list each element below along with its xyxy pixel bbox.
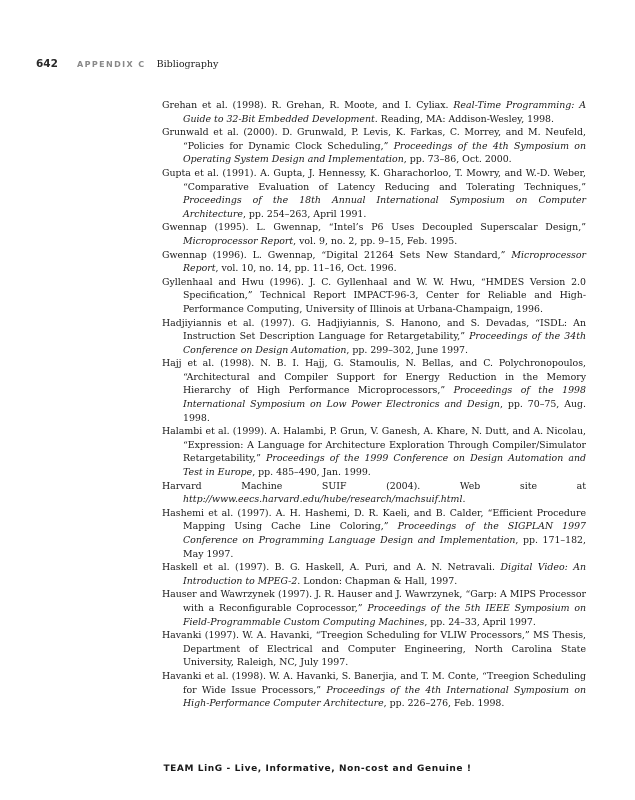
reference-entry: Gwennap (1995). L. Gwennap, “Intel’s P6 Uses Decoupled Superscalar Design,” Microprocessor Report, vol. 9, no. 2, pp. 9–15, Feb. 1995.	[162, 222, 586, 247]
reference-entry: Gyllenhaal and Hwu (1996). J. C. Gyllenhaal and W. W. Hwu, “HMDES Version 2.0 Specification,” Technical Report IMPACT-96-3, Center for Reliable and High-Performance Computing, University of Illinois at Urbana-Champaign, 1996.	[162, 276, 586, 315]
reference-entry: Havanki et al. (1998). W. A. Havanki, S. Banerjia, and T. M. Conte, “Treegion Scheduling for Wide Issue Processors,” Proceedings of the 4th International Symposium on High-Performance Computer Architecture, pp. 226–276, Feb. 1998.	[162, 670, 586, 710]
reference-entry: Grunwald et al. (2000). D. Grunwald, P. Levis, K. Farkas, C. Morrey, and M. Neufeld, “Policies for Dynamic Clock Scheduling,” Proceedings of the 4th Symposium on Operating System Design and Implementation, pp. 73–86, Oct. 2000.	[162, 127, 586, 166]
reference-entry: Halambi et al. (1999). A. Halambi, P. Grun, V. Ganesh, A. Khare, N. Dutt, and A. Nicolau, “Expression: A Language for Architecture Exploration Through Compiler/Simulator Retargetability,” Proceedings of the 1999 Conference on Design Automation and Test in Europe, pp. 485–490, Jan. 1999.	[162, 426, 586, 479]
running-header	[36, 52, 219, 70]
footer-watermark: TEAM LinG - Live, Informative, Non-cost and Genuine !	[163, 764, 472, 774]
reference-entry: Hauser and Wawrzynek (1997). J. R. Hauser and J. Wawrzynek, “Garp: A MIPS Processor with a Reconfigurable Coprocessor,” Proceedings of the 5th IEEE Symposium on Field-Programmable Custom Computing Machines, pp. 24–33, April 1997.	[162, 589, 587, 628]
reference-entry: Hadjiyiannis et al. (1997). G. Hadjiyiannis, S. Hanono, and S. Devadas, “ISDL: An Instruction Set Description Language for Retargetability,” Proceedings of the 34th Conference on Design Automation, pp. 299–302, June 1997.	[162, 317, 586, 356]
bibliography-list	[162, 99, 586, 711]
reference-url[interactable]: http://www.eecs.harvard.edu/hube/research/machsuif.html	[183, 494, 463, 506]
reference-entry: Haskell et al. (1997). B. G. Haskell, A. Puri, and A. N. Netravali. Digital Video: An Introduction to MPEG-2. London: Chapman & Hall, 1997.	[162, 562, 587, 587]
reference-entry: Havanki (1997). W. A. Havanki, “Treegion Scheduling for VLIW Processors,” MS Thesis, Department of Electrical and Computer Engineering, North Carolina State University, Raleigh, NC, July 1997.	[162, 630, 586, 669]
reference-entry: Grehan et al. (1998). R. Grehan, R. Moote, and I. Cyliax. Real-Time Programming: A Guide to 32-Bit Embedded Development. Reading, MA: Addison-Wesley, 1998.	[162, 100, 586, 125]
reference-entry: Gwennap (1996). L. Gwennap, “Digital 21264 Sets New Standard,” Microprocessor Report, vol. 10, no. 14, pp. 11–16, Oct. 1996.	[162, 249, 586, 275]
page-number: 642	[36, 58, 58, 70]
section-title: Bibliography	[156, 59, 219, 70]
reference-entry: Harvard Machine SUIF (2004). Web site at http://www.eecs.harvard.edu/hube/research/machsuif.html.	[162, 480, 586, 506]
reference-entry: Gupta et al. (1991). A. Gupta, J. Hennessy, K. Gharachorloo, T. Mowry, and W.-D. Weber, “Comparative Evaluation of Latency Reducing and Tolerating Techniques,” Proceedings of the 18th Annual International Symposium on Computer Architecture, pp. 254–263, April 1991.	[162, 167, 586, 220]
appendix-label: APPENDIX C	[77, 60, 146, 69]
reference-entry: Hajj et al. (1998). N. B. I. Hajj, G. Stamoulis, N. Bellas, and C. Polychronopoulos, “Architectural and Compiler Support for Energy Reduction in the Memory Hierarchy of High Performance Microprocessors,” Proceedings of the 1998 International Symposium on Low Power Electronics and Design, pp. 70–75, Aug. 1998.	[162, 358, 586, 424]
reference-entry: Hashemi et al. (1997). A. H. Hashemi, D. R. Kaeli, and B. Calder, “Efficient Procedure Mapping Using Cache Line Coloring,” Proceedings of the SIGPLAN 1997 Conference on Programming Language Design and Implementation, pp. 171–182, May 1997.	[162, 507, 587, 560]
